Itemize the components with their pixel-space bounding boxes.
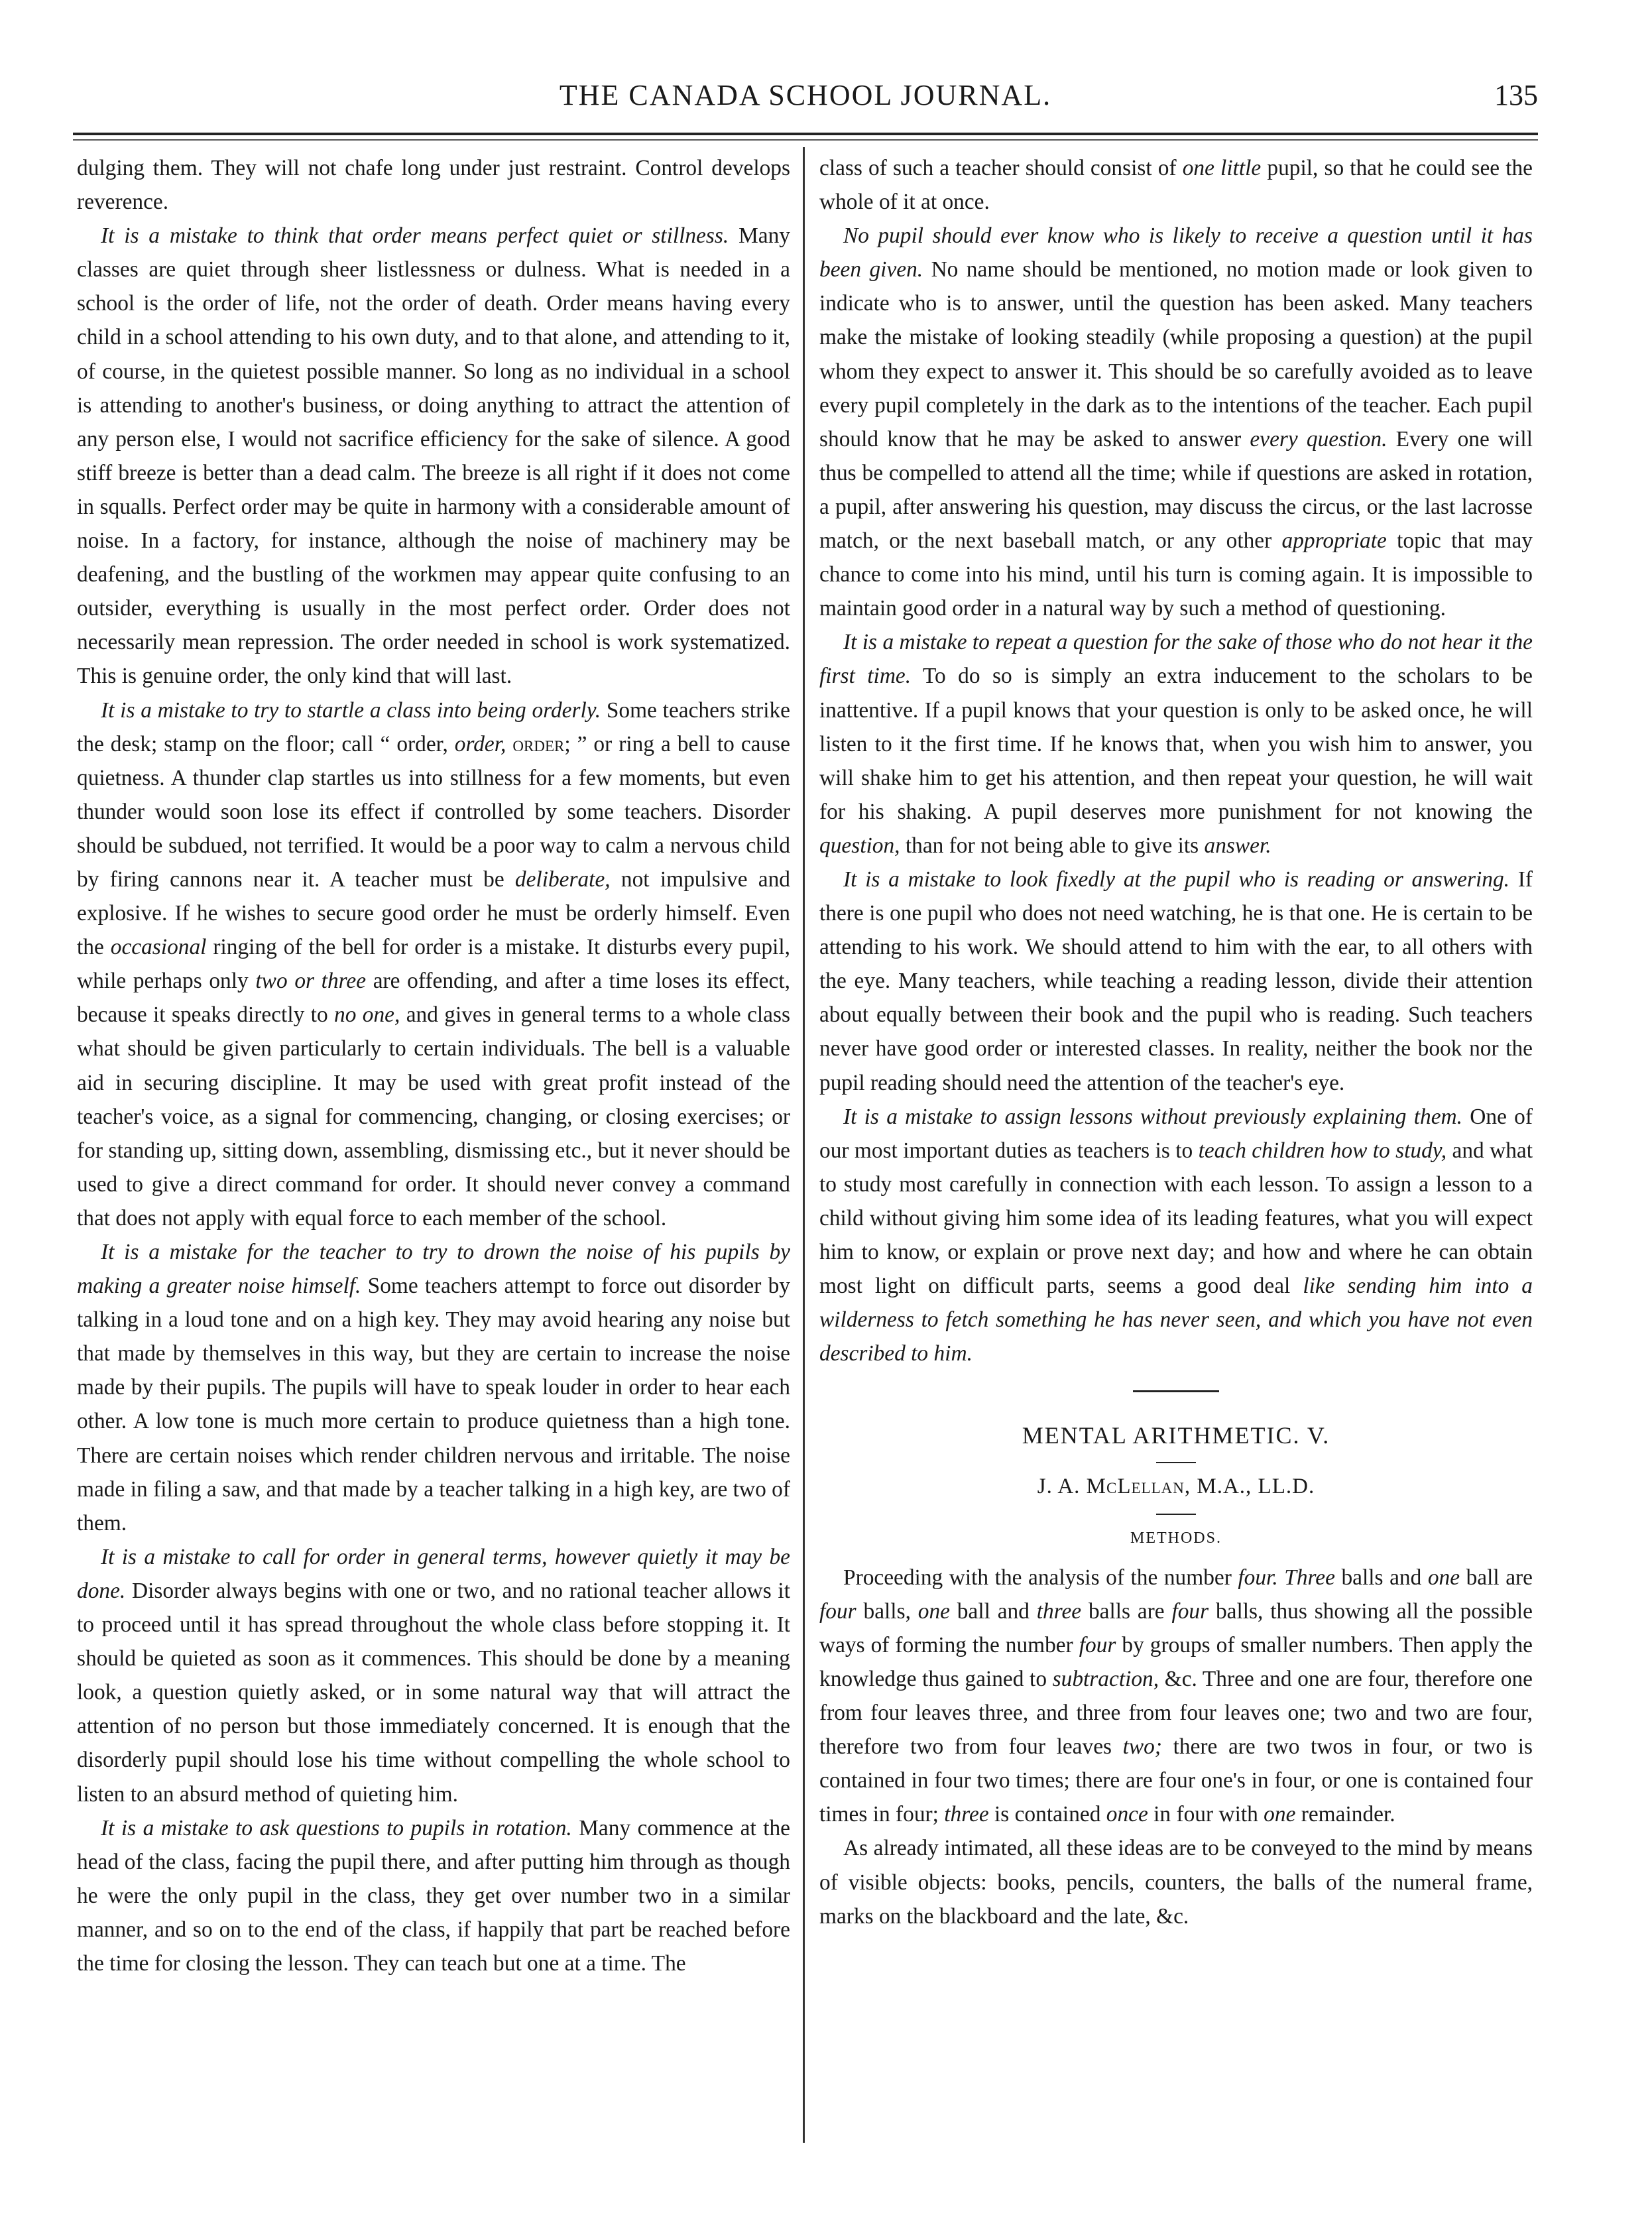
page-header: [73, 78, 1538, 118]
mistake-lead: No pupil should ever know who is likely to receive a question until it has been given.: [819, 223, 1533, 282]
mistake-lead: It is a mistake to try to startle a class into being orderly.: [101, 697, 601, 723]
header-rule-thin: [73, 139, 1538, 141]
paragraph-number-four: Proceeding with the analysis of the number four. Three balls and one ball are four balls, one ball and three balls are four balls, thus showing all the possible ways of forming the number four by groups of smaller numbers. Then apply the knowledge thus gained to subtraction, &c. Three and one are four, therefore one from four leaves three, and three from four leaves one; two and two are four, therefore two from four leaves two; there are two twos in four, or two is contained in four two times; there are four one's in four, or one is contained four times in four; three is contained once in four with one remainder.: [819, 1565, 1533, 1827]
paragraph-rotation: It is a mistake to ask questions to pupils in rotation. Many commence at the head of the class, facing the pupil there, and after putting him through as though he were the only pupil in the class, they get over number two in a similar manner, and so on to the end of the class, if happily that part be reached before the time for closing the lesson. They can teach but one at a time. The: [77, 1815, 790, 1976]
paragraph-repeat-question: It is a mistake to repeat a question for the sake of those who do not hear it the first time. To do so is simply an extra inducement to the scholars to be inattentive. If a pupil knows that your question is only to be asked once, he will listen to it the first time. If he knows that, when you wish him to answer, you will shake him to get his attention, and then repeat your question, he will wait for his shaking. A pupil deserves more punishment for not knowing the question, than for not being able to give its answer.: [819, 630, 1533, 858]
column-divider: [803, 147, 805, 2143]
mistake-lead: It is a mistake to ask questions to pupils in rotation.: [101, 1815, 572, 1840]
mistake-lead: It is a mistake to look fixedly at the pupil who is reading or answering.: [843, 867, 1510, 892]
paragraph-order-quiet: It is a mistake to think that order means perfect quiet or stillness. Many classes are quiet through sheer listlessness or dulness. What is needed in a school is the order of life, not the order of death. Order means having every child in a school attending to his own duty, and to that alone, and attending to it, of course, in the quietest possible manner. So long as no individual in a school is attending to another's business, or doing anything to attract the attention of any person else, I would not sacrifice efficiency for the sake of silence. A good stiff breeze is better than a dead calm. The breeze is all right if it does not come in squalls. Perfect order may be quite in harmony with a considerable amount of noise. In a factory, for instance, although the noise of machinery may be deafening, and the bustling of the workmen may appear quite confusing to an outsider, everything is usually in the most perfect order. Order does not necessarily mean repression. The order needed in school is work systematized. This is genuine order, the only kind that will last.: [77, 223, 790, 689]
mistake-lead: It is a mistake for the teacher to try to drown the noise of his pupils by making a greater noise himself.: [77, 1240, 790, 1299]
paragraph-startle: It is a mistake to try to startle a class into being orderly. Some teachers strike the desk; stamp on the floor; call “ order, order, order; ” or ring a bell to cause quietness. A thunder clap startles us into stillness for a few moments, but even thunder would soon lose its effect if controlled by some teachers. Disorder should be subdued, not terrified. It would be a poor way to calm a nervous child by firing cannons near it. A teacher must be deliberate, not impulsive and explosive. If he wishes to secure good order he must be orderly himself. Even the occasional ringing of the bell for order is a mistake. It disturbs every pupil, while perhaps only two or three are offending, and after a time loses its effect, because it speaks directly to no one, and gives in general terms to a whole class what should be given particularly to certain individuals. The bell is a valuable aid in securing discipline. It may be used with great profit instead of the teacher's voice, as a signal for commencing, changing, or closing exercises; or for standing up, sitting down, assembling, dismissing etc., but it never should be used to give a direct command for order. It should never convey a command that does not apply with equal force to each member of the school.: [77, 697, 791, 1231]
paragraph-drown-noise: It is a mistake for the teacher to try to drown the noise of his pupils by making a greater noise himself. Some teachers attempt to force out disorder by talking in a loud tone and on a high key. They may avoid hearing any noise but that made by themselves in this way, but they are certain to increase the noise made by their pupils. The pupils will have to speak louder in order to hear each other. A low tone is much more certain to produce quietness than a high tone. There are certain noises which render children nervous and irritable. The noise made in filing a saw, and that made by a teacher talking in a high key, are two of them.: [77, 1240, 790, 1535]
left-column: [77, 151, 790, 1980]
paragraph-general-terms: It is a mistake to call for order in general terms, however quietly it may be done. Disorder always begins with one or two, and no rational teacher allows it to proceed until it has spread throughout the whole class before stopping it. It should be quieted as soon as it commences. This should be done by a meaning look, a question quietly asked, or in some natural way that will attract the attention of no person but those immediately concerned. It is enough that the disorderly pupil should lose his time without compelling the whole school to listen to an absurd method of quieting him.: [77, 1544, 790, 1807]
mistake-lead: It is a mistake to repeat a question for the sake of those who do not hear it the first time.: [819, 630, 1533, 689]
paragraph-visible-objects: As already intimated, all these ideas are to be conveyed to the mind by means of visible objects: books, pencils, counters, the balls of the numeral frame, marks on the blackboard and the late, &c.: [819, 1836, 1533, 1929]
mistake-lead: It is a mistake to think that order means perfect quiet or stillness.: [101, 223, 729, 249]
article-subheading: METHODS.: [1130, 1529, 1222, 1547]
paragraph-no-pupil: No pupil should ever know who is likely to receive a question until it has been given. No name should be mentioned, no motion made or look given to indicate who is to answer, until the question has been asked. Many teachers make the mistake of looking steadily (while proposing a question) at the pupil whom they expect to answer it. This should be so carefully avoided as to leave every pupil completely in the dark as to the intentions of the teacher. Each pupil should know that he may be asked to answer every question. Every one will thus be compelled to attend all the time; while if questions are asked in rotation, a pupil, after answering his question, may discuss the circus, or the last lacrosse match, or the next baseball match, or any other appropriate topic that may chance to come into his mind, until his turn is coming again. It is impossible to maintain good order in a natural way by such a method of questioning.: [819, 223, 1533, 621]
page-number: 135: [1494, 79, 1538, 111]
mistake-lead: It is a mistake to call for order in general terms, however quietly it may be done.: [77, 1544, 790, 1603]
author-divider: [1156, 1514, 1196, 1515]
article-author: J. A. McLellan, M.A., LL.D.: [1037, 1474, 1315, 1499]
right-column: [819, 151, 1533, 1933]
heading-divider: [1156, 1462, 1196, 1463]
header-rule: [73, 133, 1538, 135]
paragraph-look-fixedly: It is a mistake to look fixedly at the pupil who is reading or answering. If there is one pupil who does not need watching, he is that one. He is certain to be attending to his work. We should attend to him with the ear, to all others with the eye. Many teachers, while teaching a reading lesson, divide their attention about equally between their book and the pupil who is reading. Such teachers never have good order or interested classes. In reality, neither the book nor the pupil reading should need the attention of the teacher's eye.: [819, 867, 1533, 1095]
paragraph-continued: dulging them. They will not chafe long under just restraint. Control develops reverence.: [77, 156, 790, 215]
mistake-lead: It is a mistake to assign lessons without previously explaining them.: [843, 1104, 1463, 1129]
journal-title: THE CANADA SCHOOL JOURNAL.: [559, 79, 1052, 111]
paragraph-assign-lessons: It is a mistake to assign lessons without previously explaining them. One of our most important duties as teachers is to teach children how to study, and what to study most carefully in connection with each lesson. To assign a lesson to a child without giving him some idea of its leading features, what you will expect him to know, or explain or prove next day; and how and where he can obtain most light on difficult parts, seems a good deal like sending him into a wilderness to fetch something he has never seen, and which you have not even described to him.: [819, 1104, 1533, 1366]
section-divider: [1133, 1390, 1219, 1392]
paragraph-continued: class of such a teacher should consist of one little pupil, so that he could see the whole of it at once.: [819, 156, 1533, 215]
article-heading: MENTAL ARITHMETIC. V.: [1022, 1422, 1330, 1449]
